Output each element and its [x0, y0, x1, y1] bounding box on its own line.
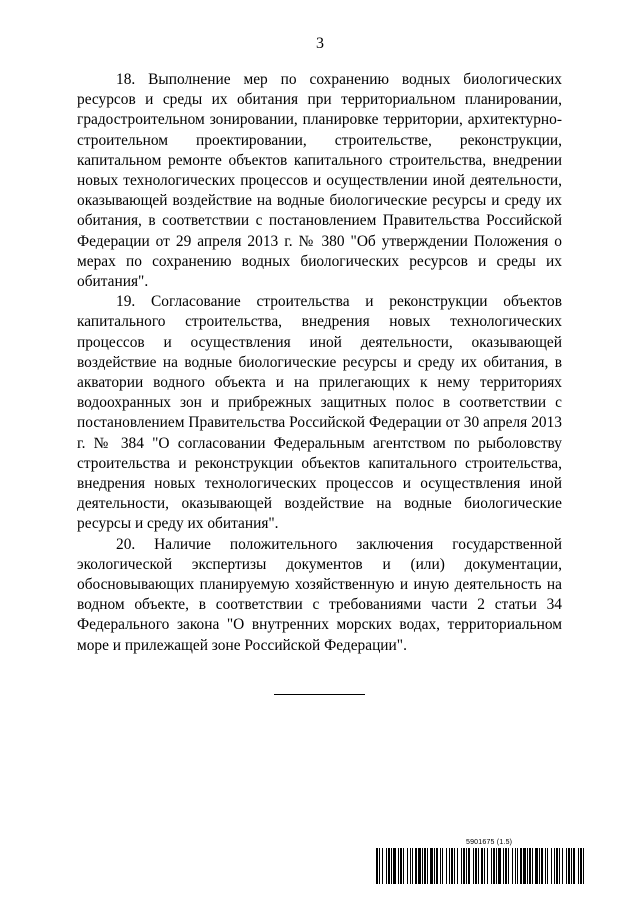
barcode-icon [376, 848, 586, 884]
paragraph-18: 18. Выполнение мер по сохранению водных биологических ресурсов и среды их обитания при территориальном планировании, градостроительном зонировании, планировке территории, архитектурно-строительном проектировании, строительстве, реконструкции, капитальном ремонте объектов капитального строительства, внедрении новых технологических процессов и осуществлении иной деятельности, оказывающей воздействие на водные биологические ресурсы и среду их обитания, в соответствии с постановлением Правительства Российской Федерации от 29 апреля 2013 г. № 380 "Об утверждении Положения о мерах по сохранению водных биологических ресурсов и среды их обитания". [77, 71, 562, 291]
paragraph-20: 20. Наличие положительного заключения государственной экологической экспертизы документов и (или) документации, обосновывающих планируемую хозяйственную и иную деятельность на водном объекте, в соответствии с требованиями части 2 статьи 34 Федерального закона "О внутренних морских водах, территориальном море и прилежащей зоне Российской Федерации". [77, 535, 562, 654]
document-code: 5901675 (1.5) [466, 839, 513, 846]
end-of-text-rule [274, 694, 365, 695]
paragraph-19: 19. Согласование строительства и реконструкции объектов капитального строительства, внедрения новых технологических процессов и осуществления иной деятельности, оказывающей воздействие на водные биологические ресурсы и среду их обитания, в акватории водного объекта и на прилегающих к нему территориях водоохранных зон и прибрежных защитных полос в соответствии с постановлением Правительства Российской Федерации от 30 апреля 2013 г. № 384 "О согласовании Федеральным агентством по рыболовству строительства и реконструкции объектов капитального строительства, внедрения новых технологических процессов и осуществления иной деятельности, оказывающей воздействие на водные биологические ресурсы и среду их обитания". [77, 293, 562, 533]
document-body [77, 70, 562, 656]
page-number: 3 [316, 35, 324, 52]
